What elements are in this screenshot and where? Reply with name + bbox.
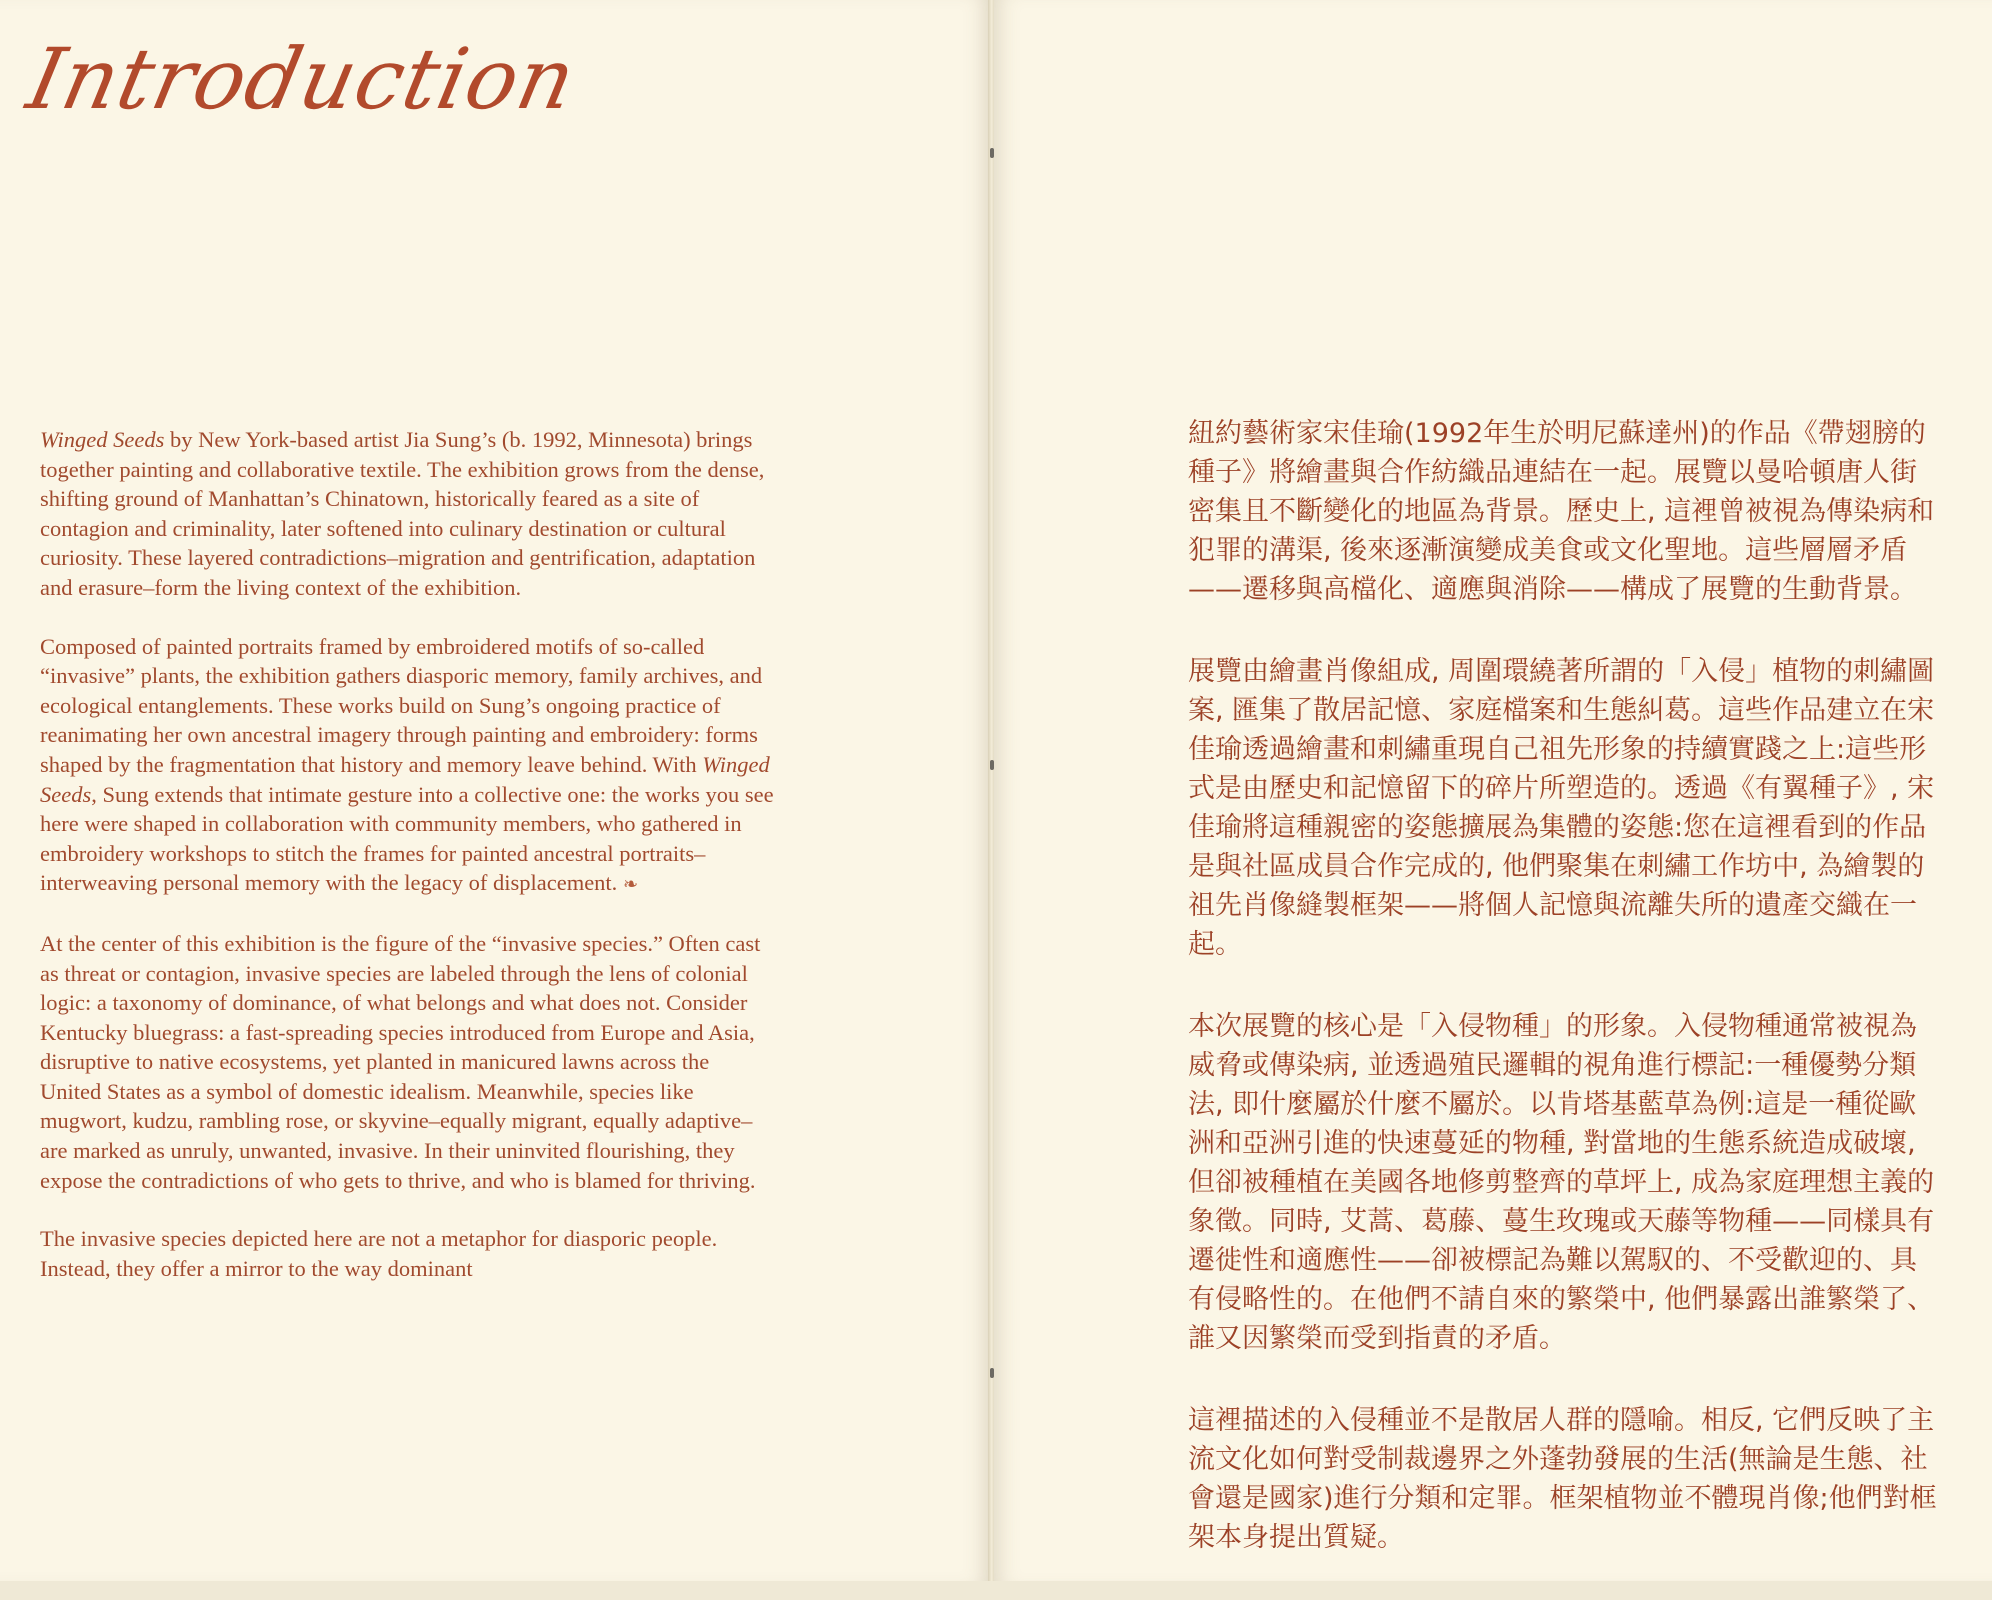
- chinese-paragraph-4: 這裡描述的入侵種並不是散居人群的隱喻。相反, 它們反映了主流文化如何對受制裁邊界之外蓬勃發展的生活(無論是生態、社會還是國家)進行分類和定罪。框架植物並不體現肖像;他們對框架本身提出質疑。: [1188, 1405, 1937, 1553]
- exhibition-title: Winged Seeds: [40, 427, 165, 452]
- english-paragraph-2: [40, 632, 775, 900]
- paragraph-text: by New York-based artist Jia Sung’s (b. 1992, Minnesota) brings together painting and collaborative textile. The exhibition grows from the dense, shifting ground of Manhattan’s Chinatown, historically feared as a site of contagion and criminality, later softened into culinary destination or cultural curiosity. These layered contradictions–migration and gentrification, adaptation and erasure–form the living context of the exhibition.: [40, 427, 765, 600]
- english-paragraph-4: [40, 1224, 775, 1283]
- exhibition-title: Winged Seeds: [40, 751, 770, 807]
- chinese-paragraph-2: 展覽由繪畫肖像組成, 周圍環繞著所謂的「入侵」植物的刺繡圖案, 匯集了散居記憶、家庭檔案和生態糾葛。這些作品建立在宋佳瑜透過繪畫和刺繡重現自己祖先形象的持續實踐之上:這些形式是由歷史和記憶留下的碎片所塑造的。透過《有翼種子》, 宋佳瑜將這種親密的姿態擴展為集體的姿態:您在這裡看到的作品是與社區成員合作完成的, 他們聚集在刺繡工作坊中, 為繪製的祖先肖像縫製框架——將個人記憶與流離失所的遺產交織在一起。: [1188, 656, 1935, 960]
- left-page: [0, 0, 990, 1581]
- flourish-ornament-icon: ❧: [622, 874, 639, 895]
- chinese-text-column: [1188, 414, 1940, 1600]
- chinese-paragraph-1: 紐約藝術家宋佳瑜(1992年生於明尼蘇達州)的作品《帶翅膀的種子》將繪畫與合作紡織品連結在一起。展覽以曼哈頓唐人街密集且不斷變化的地區為背景。歷史上, 這裡曾被視為傳染病和犯罪的溝渠, 後來逐漸演變成美食或文化聖地。這些層層矛盾——遷移與高檔化、適應與消除——構成了展覽的生動背景。: [1188, 418, 1935, 605]
- chinese-paragraph-3: 本次展覽的核心是「入侵物種」的形象。入侵物種通常被視為威脅或傳染病, 並透過殖民邏輯的視角進行標記:一種優勢分類法, 即什麼屬於什麼不屬於。以肯塔基藍草為例:這是一種從歐洲和亞洲引進的快速蔓延的物種, 對當地的生態系統造成破壞, 但卻被種植在美國各地修剪整齊的草坪上, 成為家庭理想主義的象徵。同時, 艾蒿、葛藤、蔓生玫瑰或天藤等物種——同樣具有遷徙性和適應性——卻被標記為難以駕馭的、不受歡迎的、具有侵略性的。在他們不請自來的繁榮中, 他們暴露出誰繁榮了、誰又因繁榮而受到指責的矛盾。: [1188, 1011, 1935, 1354]
- english-paragraph-3: [40, 929, 775, 1195]
- paragraph-text: The invasive species depicted here are not a metaphor for diasporic people. Instead, they offer a mirror to the way dominant: [40, 1226, 718, 1281]
- english-paragraph-1: [40, 425, 775, 603]
- paragraph-text: , Sung extends that intimate gesture into a collective one: the works you see here were shaped in collaboration with community members, who gathered in embroidery workshops to stitch the frames for painted ancestral portraits–interweaving personal memory with the legacy of displacement.: [40, 781, 774, 896]
- paragraph-text: Composed of painted portraits framed by embroidered motifs of so-called “invasive” plants, the exhibition gathers diasporic memory, family archives, and ecological entanglements. These works build on Sung’s ongoing practice of reanimating her own ancestral imagery through painting and embroidery: forms shaped by the fragmentation that history and memory leave behind. With: [40, 633, 763, 777]
- page-heading: Introduction: [19, 30, 585, 128]
- english-text-column: [40, 425, 775, 1312]
- paragraph-text: At the center of this exhibition is the figure of the “invasive species.” Often cast as threat or contagion, invasive species are labeled through the lens of colonial logic: a taxonomy of dominance, of what belongs and what does not. Consider Kentucky bluegrass: a fast-spreading species introduced from Europe and Asia, disruptive to native ecosystems, yet planted in manicured lawns across the United States as a symbol of domestic idealism. Meanwhile, species like mugwort, kudzu, rambling rose, or skyvine–equally migrant, equally adaptive–are marked as unruly, unwanted, invasive. In their uninvited flourishing, they expose the contradictions of who gets to thrive, and who is blamed for thriving.: [40, 930, 761, 1193]
